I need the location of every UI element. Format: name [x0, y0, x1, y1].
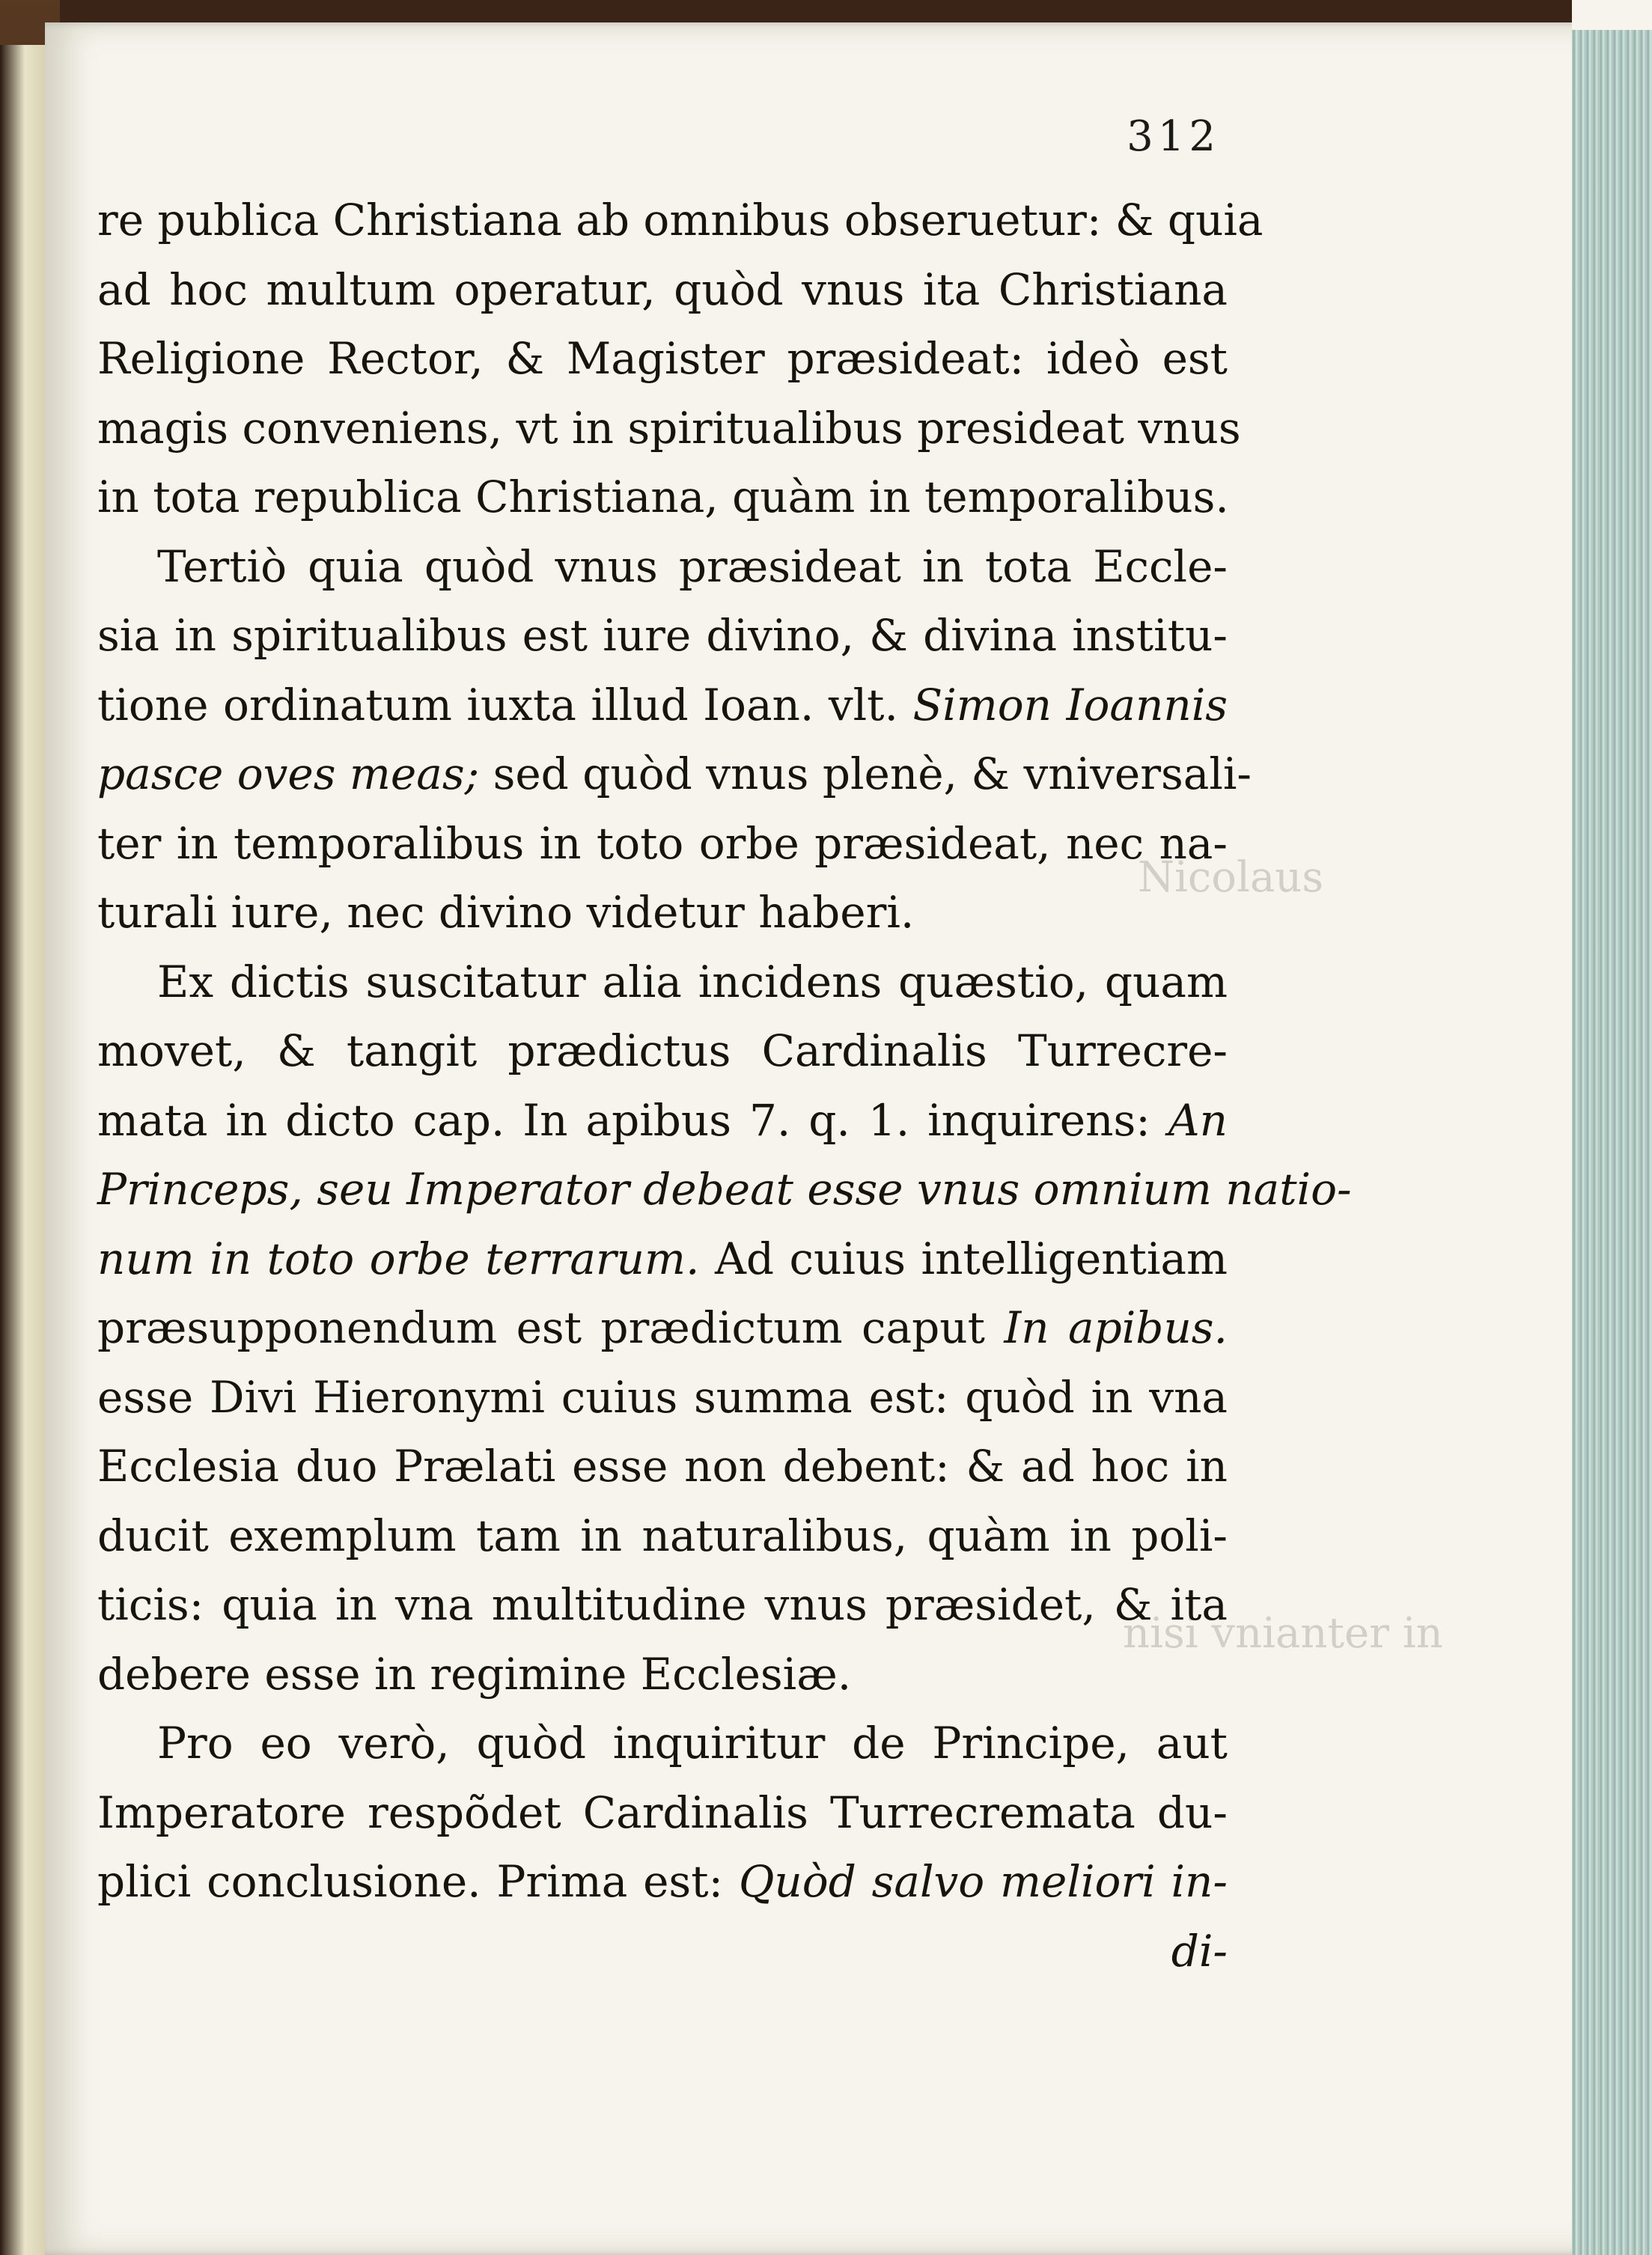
italic-quote-line: Princeps, seu Imperator debeat esse vnus omnium natio- [97, 1164, 1352, 1215]
italic-quote: An [1168, 1094, 1228, 1146]
text-line: magis conveniens, vt in spiritualibus presideat vnus [97, 402, 1241, 454]
text-segment: tione ordinatum iuxta illud Ioan. vlt. [97, 679, 898, 730]
text-line: sia in spiritualibus est iure divino, & divina institu- [97, 610, 1228, 661]
text-line: ter in temporalibus in toto orbe præsideat, nec na- [97, 817, 1228, 869]
italic-quote: In apibus. [1004, 1302, 1228, 1353]
text-line: Imperatore respõdet Cardinalis Turrecremata du- [97, 1786, 1228, 1838]
text-line: Religione Rector, & Magister præsideat: ideò est [97, 333, 1228, 384]
text-line: ticis: quia in vna multitudine vnus præsidet, & ita [97, 1579, 1228, 1630]
text-line [97, 1086, 1228, 1156]
text-line: ad hoc multum operatur, quòd vnus ita Christiana [97, 263, 1228, 315]
page-number: 312 [1127, 112, 1220, 161]
text-line: re publica Christiana ab omnibus obseruetur: & quia [97, 195, 1264, 245]
text-line: in tota republica Christiana, quàm in temporalibus. [97, 472, 1229, 522]
page-fore-edge [1572, 0, 1652, 2255]
facing-page-sliver [0, 45, 45, 2255]
text-line: ducit exemplum tam in naturalibus, quàm in poli- [97, 1510, 1228, 1561]
text-line: Ecclesia duo Prælati esse non debent: & ad hoc in [97, 1441, 1228, 1492]
text-segment: plici conclusione. Prima est: [97, 1856, 724, 1907]
italic-quote: Quòd salvo meliori in- [738, 1856, 1228, 1907]
text-line [97, 671, 1228, 740]
bleed-through-text: Nicolaus [1138, 853, 1324, 902]
text-line [97, 739, 1252, 809]
text-segment: mata in dicto cap. In apibus 7. q. 1. inquirens: [97, 1094, 1150, 1146]
italic-quote: num in toto orbe terrarum. [97, 1233, 700, 1284]
text-segment: præsupponendum est prædictum caput [97, 1302, 985, 1353]
italic-quote: Simon Ioannis [912, 679, 1228, 730]
text-line: esse Divi Hieronymi cuius summa est: quòd in vna [97, 1371, 1228, 1423]
bleed-through-text: nisi vnianter in [1123, 1609, 1443, 1658]
text-line: Tertiò quia quòd vnus præsideat in tota Eccle- [157, 540, 1228, 592]
text-line: Ex dictis suscitatur alia incidens quæstio, quam [157, 956, 1228, 1007]
text-line: Pro eo verò, quòd inquiritur de Principe, aut [157, 1718, 1228, 1769]
text-line: turali iure, nec divino videtur haberi. [97, 887, 915, 938]
text-line: debere esse in regimine Ecclesiæ. [97, 1648, 852, 1700]
text-segment: Ad cuius intelligentiam [714, 1233, 1228, 1284]
text-line: movet, & tangit prædictus Cardinalis Turrecre- [97, 1025, 1228, 1076]
text-segment: sed quòd vnus plenè, & vniversali- [493, 748, 1252, 799]
text-line [97, 1224, 1228, 1294]
text-line [97, 1293, 1228, 1363]
italic-quote: pasce oves meas; [97, 748, 480, 799]
catchword: di- [1171, 1925, 1228, 1977]
text-line [97, 1847, 1228, 1917]
page-fore-edge-top [1572, 0, 1652, 30]
